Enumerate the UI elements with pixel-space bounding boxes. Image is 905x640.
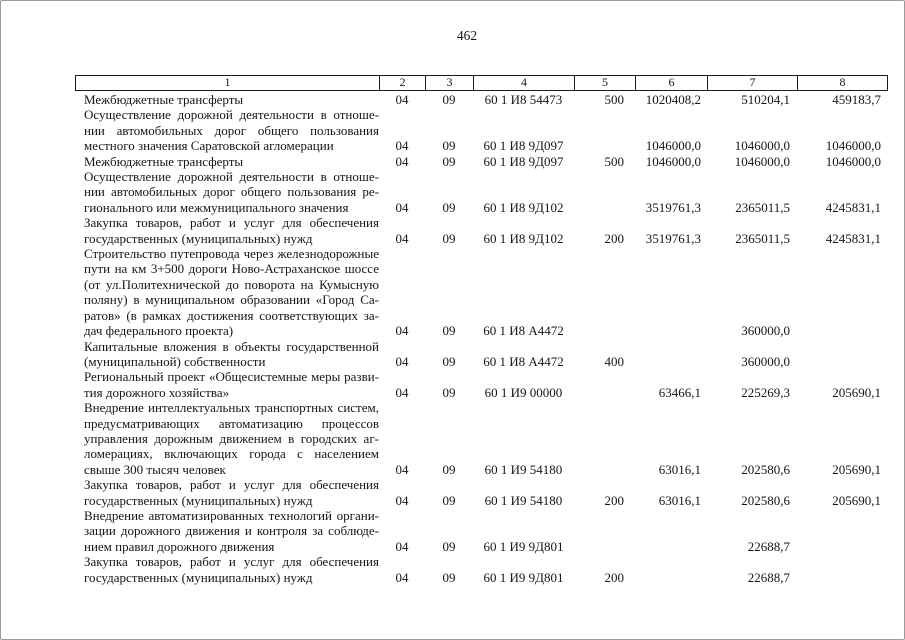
expenditure-name-line: Межбюджетные трансферты <box>84 92 244 107</box>
table-row <box>76 246 887 338</box>
cell-expense-type-code: 200 <box>604 569 624 585</box>
cell-target-article-code: 60 1 И8 9Д097 <box>483 153 564 169</box>
expenditure-name-line: нием правил дорожного движения <box>84 538 275 554</box>
cell-expenditure-name <box>76 339 379 370</box>
expenditure-name-line: Внедрение интеллектуальных транспортных систем, <box>84 400 379 416</box>
cell-expense-type-code: 400 <box>604 353 624 369</box>
cell-podrazdel-code: 09 <box>442 461 456 477</box>
budget-table <box>1 75 904 585</box>
cell-target-article-code: 60 1 И9 54180 <box>484 492 563 508</box>
cell-podrazdel-code: 09 <box>442 199 456 215</box>
cell-expense-type-code: 200 <box>604 230 624 246</box>
column-header-7: 7 <box>707 76 797 90</box>
cell-amount-3: 205690,1 <box>832 384 881 400</box>
page-number: 462 <box>456 28 478 43</box>
expenditure-name-line: Межбюджетные трансферты <box>84 153 244 169</box>
cell-amount-3: 4245831,1 <box>825 199 881 215</box>
column-header-1: 1 <box>224 75 231 89</box>
column-header-8: 8 <box>797 76 887 90</box>
cell-expense-type-code: 200 <box>604 492 624 508</box>
cell-amount-3: 459183,7 <box>832 92 881 107</box>
cell-razdel-code: 04 <box>395 353 409 369</box>
expenditure-name-line: нии автомобильных дорог общего пользования ре- <box>84 184 379 200</box>
expenditure-name-line: Осуществление дорожной деятельности в отноше- <box>84 107 379 123</box>
cell-target-article-code: 60 1 И8 9Д097 <box>483 138 564 154</box>
cell-expenditure-name <box>76 215 379 246</box>
cell-podrazdel-code: 09 <box>442 92 456 107</box>
cell-target-article-code: 60 1 И8 А4472 <box>483 323 564 339</box>
expenditure-name-line: (от ул.Политехнической до поворота на Кумысную <box>84 276 379 292</box>
cell-target-article-code: 60 1 И8 А4472 <box>483 353 564 369</box>
cell-expenditure-name <box>76 400 379 477</box>
cell-expenditure-name <box>76 154 379 169</box>
cell-podrazdel-code: 09 <box>442 384 456 400</box>
column-header-3: 3 <box>425 76 473 90</box>
cell-amount-1: 3519761,3 <box>645 199 701 215</box>
cell-expense-type-code: 500 <box>604 153 624 169</box>
cell-target-article-code: 60 1 И9 9Д801 <box>483 538 564 554</box>
column-header-6: 6 <box>635 76 707 90</box>
cell-amount-2: 202580,6 <box>741 492 790 508</box>
expenditure-name-line: местного значения Саратовской агломерации <box>84 138 334 154</box>
cell-amount-2: 510204,1 <box>741 92 790 107</box>
cell-amount-2: 1046000,0 <box>734 138 790 154</box>
cell-podrazdel-code: 09 <box>442 538 456 554</box>
table-row <box>76 92 887 107</box>
cell-target-article-code: 60 1 И8 9Д102 <box>483 199 564 215</box>
cell-amount-1: 1020408,2 <box>645 92 701 107</box>
cell-expenditure-name <box>76 169 379 215</box>
expenditure-name-line: свыше 300 тысяч человек <box>84 461 226 477</box>
cell-razdel-code: 04 <box>395 199 409 215</box>
expenditure-name-line: поляну) в муниципальном образовании «Город Са- <box>84 292 379 308</box>
cell-razdel-code: 04 <box>395 492 409 508</box>
cell-amount-2: 360000,0 <box>741 353 790 369</box>
cell-expenditure-name <box>76 477 379 508</box>
cell-amount-3: 1046000,0 <box>825 153 881 169</box>
expenditure-name-line: управления дорожным движением в городских аг- <box>84 430 379 446</box>
cell-amount-3: 205690,1 <box>832 461 881 477</box>
cell-expenditure-name <box>76 92 379 107</box>
cell-razdel-code: 04 <box>395 230 409 246</box>
cell-amount-1: 3519761,3 <box>645 230 701 246</box>
cell-amount-2: 202580,6 <box>741 461 790 477</box>
expenditure-name-line: Закупка товаров, работ и услуг для обеспечения <box>84 215 379 231</box>
expenditure-name-line: Капитальные вложения в объекты государственной <box>84 338 379 354</box>
cell-amount-1: 1046000,0 <box>645 153 701 169</box>
cell-razdel-code: 04 <box>395 323 409 339</box>
cell-amount-2: 2365011,5 <box>735 199 790 215</box>
table-header-row <box>75 75 888 91</box>
expenditure-name-line: дач федерального проекта) <box>84 323 234 339</box>
cell-amount-2: 1046000,0 <box>734 153 790 169</box>
cell-razdel-code: 04 <box>395 461 409 477</box>
cell-amount-3: 4245831,1 <box>825 230 881 246</box>
cell-target-article-code: 60 1 И8 9Д102 <box>483 230 564 246</box>
expenditure-name-line: Региональный проект «Общесистемные меры разви- <box>84 369 379 385</box>
expenditure-name-line: Осуществление дорожной деятельности в отноше- <box>84 169 379 185</box>
cell-amount-3: 205690,1 <box>832 492 881 508</box>
cell-target-article-code: 60 1 И8 54473 <box>484 92 563 107</box>
expenditure-name-line: гионального или межмуниципального значения <box>84 199 349 215</box>
cell-podrazdel-code: 09 <box>442 153 456 169</box>
expenditure-name-line: ратов» (в рамках достижения соответствующих за- <box>84 307 379 323</box>
cell-podrazdel-code: 09 <box>442 230 456 246</box>
expenditure-name-line: нии автомобильных дорог общего пользования <box>84 122 379 138</box>
table-row <box>76 169 887 215</box>
expenditure-name-line: Закупка товаров, работ и услуг для обеспечения <box>84 554 379 570</box>
cell-expenditure-name <box>76 554 379 585</box>
cell-razdel-code: 04 <box>395 138 409 154</box>
cell-razdel-code: 04 <box>395 92 409 107</box>
cell-amount-2: 225269,3 <box>741 384 790 400</box>
cell-expenditure-name <box>76 246 379 338</box>
cell-amount-1: 63466,1 <box>658 384 701 400</box>
table-row <box>76 369 887 400</box>
cell-amount-2: 360000,0 <box>741 323 790 339</box>
cell-amount-2: 22688,7 <box>747 538 790 554</box>
expenditure-name-line: Закупка товаров, работ и услуг для обеспечения <box>84 477 379 493</box>
cell-podrazdel-code: 09 <box>442 353 456 369</box>
cell-amount-2: 2365011,5 <box>735 230 790 246</box>
cell-razdel-code: 04 <box>395 153 409 169</box>
expenditure-name-line: пути на км 3+500 дороги Ново-Астраханское шоссе <box>84 261 379 277</box>
cell-target-article-code: 60 1 И9 9Д801 <box>483 569 564 585</box>
cell-podrazdel-code: 09 <box>442 138 456 154</box>
cell-podrazdel-code: 09 <box>442 323 456 339</box>
expenditure-name-line: зации дорожного движения и контроля за соблюде- <box>84 523 379 539</box>
cell-amount-2: 22688,7 <box>747 569 790 585</box>
expenditure-name-line: государственных (муниципальных) нужд <box>84 492 313 508</box>
cell-target-article-code: 60 1 И9 54180 <box>484 461 563 477</box>
expenditure-name-line: государственных (муниципальных) нужд <box>84 230 313 246</box>
cell-amount-3: 1046000,0 <box>825 138 881 154</box>
expenditure-name-line: Внедрение автоматизированных технологий органи- <box>84 507 379 523</box>
cell-amount-1: 1046000,0 <box>645 138 701 154</box>
cell-amount-1: 63016,1 <box>658 461 701 477</box>
expenditure-name-line: государственных (муниципальных) нужд <box>84 569 313 585</box>
table-row <box>76 554 887 585</box>
column-header-4: 4 <box>473 76 574 90</box>
table-row <box>76 400 887 477</box>
cell-expense-type-code: 500 <box>604 92 624 107</box>
cell-razdel-code: 04 <box>395 569 409 585</box>
expenditure-name-line: (муниципальной) собственности <box>84 353 266 369</box>
cell-expenditure-name <box>76 369 379 400</box>
table-row <box>76 107 887 153</box>
cell-razdel-code: 04 <box>395 384 409 400</box>
column-header-2: 2 <box>379 76 425 90</box>
expenditure-name-line: предусматривающих автоматизацию процессов <box>84 415 379 431</box>
column-header-5: 5 <box>574 76 635 90</box>
cell-podrazdel-code: 09 <box>442 492 456 508</box>
table-body <box>76 92 887 585</box>
table-row <box>76 215 887 246</box>
cell-amount-1: 63016,1 <box>658 492 701 508</box>
expenditure-name-line: тия дорожного хозяйства» <box>84 384 230 400</box>
table-row <box>76 339 887 370</box>
table-row <box>76 477 887 508</box>
expenditure-name-line: Строительство путепровода через железнодорожные <box>84 246 379 262</box>
cell-expenditure-name <box>76 508 379 554</box>
expenditure-name-line: ломерациях, включающих города с населением <box>84 446 379 462</box>
cell-razdel-code: 04 <box>395 538 409 554</box>
table-row <box>76 154 887 169</box>
table-row <box>76 508 887 554</box>
cell-target-article-code: 60 1 И9 00000 <box>484 384 563 400</box>
cell-expenditure-name <box>76 107 379 153</box>
cell-podrazdel-code: 09 <box>442 569 456 585</box>
